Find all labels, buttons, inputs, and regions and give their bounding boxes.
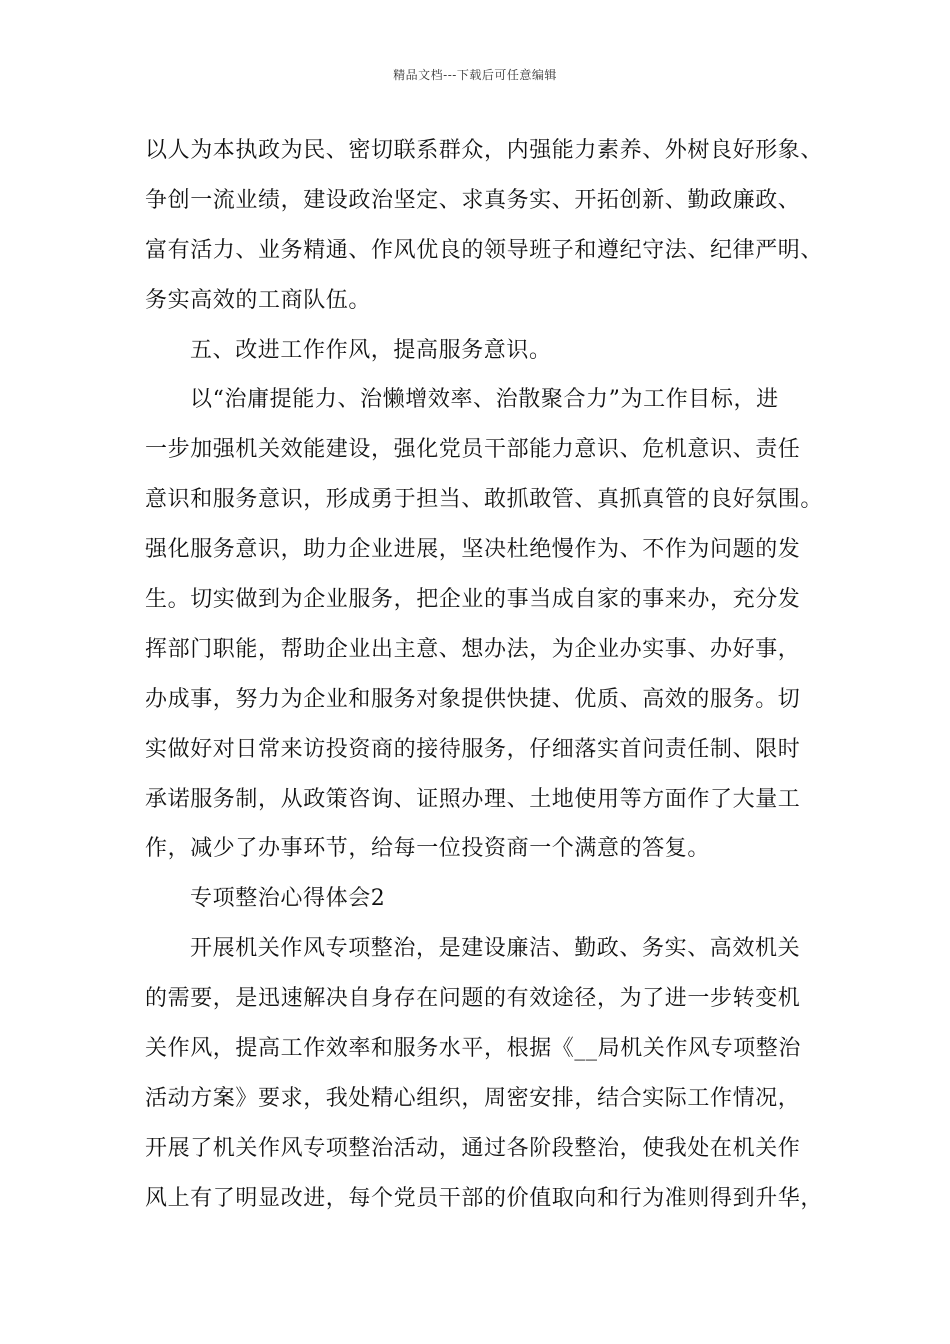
document-body: [145, 126, 825, 1224]
body-line: 办成事，努力为企业和服务对象提供快捷、优质、高效的服务。切: [145, 686, 801, 712]
body-line: 强化服务意识，助力企业进展，坚决杜绝慢作为、不作为问题的发: [145, 537, 801, 563]
body-line: 关作风，提高工作效率和服务水平，根据《__局机关作风专项整治: [145, 1036, 802, 1062]
body-line: 承诺服务制，从政策咨询、证照办理、土地使用等方面作了大量工: [145, 786, 801, 812]
body-line: 风上有了明显改进，每个党员干部的价值取向和行为准则得到升华，: [145, 1185, 824, 1211]
body-line: 的需要，是迅速解决自身存在问题的有效途径，为了进一步转变机: [145, 986, 801, 1012]
body-line: 活动方案》要求，我处精心组织，周密安排，结合实际工作情况，: [145, 1085, 801, 1111]
body-line: 开展机关作风专项整治，是建设廉洁、勤政、务实、高效机关: [190, 936, 801, 962]
body-line: 以“治庸提能力、治懒增效率、治散聚合力”为工作目标，进: [190, 387, 779, 413]
body-line: 务实高效的工商队伍。: [145, 287, 372, 313]
body-line: 实做好对日常来访投资商的接待服务，仔细落实首问责任制、限时: [145, 736, 801, 762]
body-line: 富有活力、业务精通、作风优良的领导班子和遵纪守法、纪律严明、: [145, 237, 824, 263]
body-line: 争创一流业绩，建设政治坚定、求真务实、开拓创新、勤政廉政、: [145, 187, 801, 213]
section-title: 专项整治心得体会2: [190, 886, 386, 912]
body-line: 开展了机关作风专项整治活动，通过各阶段整治，使我处在机关作: [145, 1135, 801, 1161]
body-line: 一步加强机关效能建设，强化党员干部能力意识、危机意识、责任: [145, 437, 801, 463]
body-line: 生。切实做到为企业服务，把企业的事当成自家的事来办，充分发: [145, 587, 801, 613]
page-header: 精品文档---下载后可任意编辑: [393, 68, 557, 82]
body-line: 以人为本执政为民、密切联系群众，内强能力素养、外树良好形象、: [145, 138, 824, 163]
body-line: 作，减少了办事环节，给每一位投资商一个满意的答复。: [145, 836, 711, 862]
section-heading: 五、改进工作作风，提高服务意识。: [190, 337, 552, 363]
body-line: 意识和服务意识，形成勇于担当、敢抓敢管、真抓真管的良好氛围。: [145, 487, 824, 513]
body-line: 挥部门职能，帮助企业出主意、想办法，为企业办实事、办好事，: [145, 636, 801, 662]
